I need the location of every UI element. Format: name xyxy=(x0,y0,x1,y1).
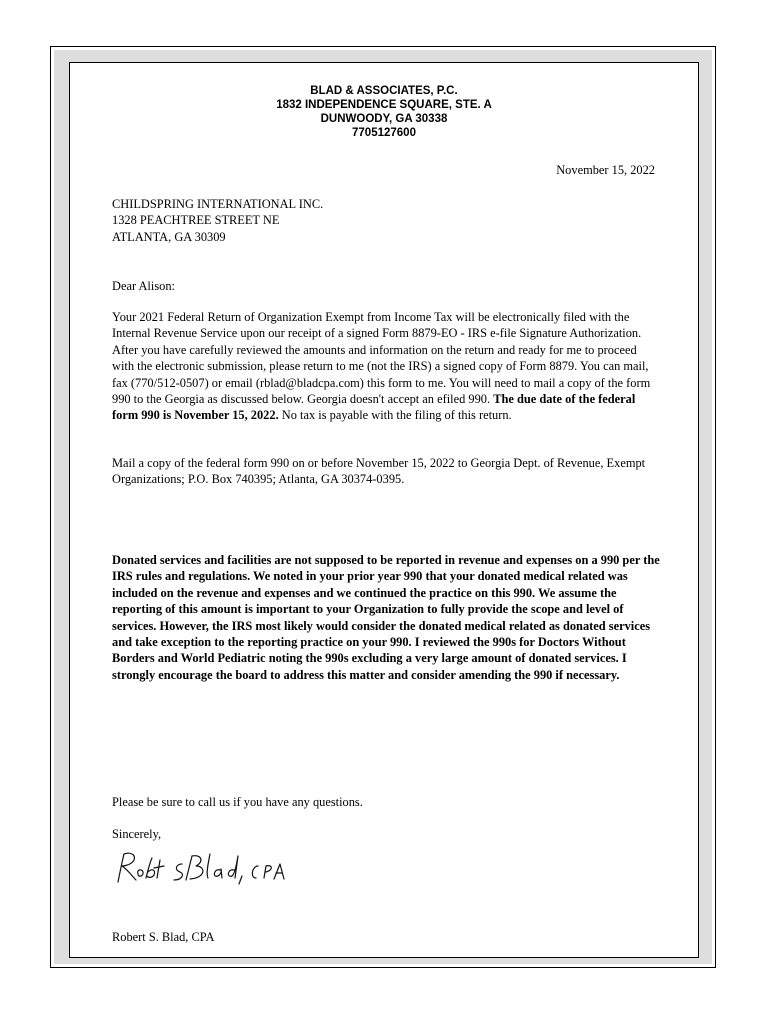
paragraph-georgia-mailing: Mail a copy of the federal form 990 on or before November 15, 2022 to Georgia Dept. of Revenue, Exempt Organizations; P.O. Box 740395; Atlanta, GA 30374-0395. xyxy=(112,456,646,487)
letter-page xyxy=(69,62,699,958)
recipient-street: 1328 PEACHTREE STREET NE xyxy=(112,213,280,228)
paragraph1-due-date: The due date of the federal form 990 is November 15, 2022. xyxy=(112,392,636,423)
paragraph-donated-services: Donated services and facilities are not supposed to be reported in revenue and expenses on a 990 per the IRS rules and regulations. We noted in your prior year 990 that your donated medical related was included on the revenue and expenses and we continued the practice on this 990. We assume the reporting of this amount is important to your Organization to fully provide the scope and level of services. However, the IRS most likely would consider the donated medical related as donated services and take exception to the reporting practice on your 990. I reviewed the 990s for Doctors Without Borders and World Pediatric noting the 990s excluding a very large amount of donated services. I strongly encourage the board to address this matter and consider amending the 990 if necessary. xyxy=(112,553,660,682)
handwritten-signature xyxy=(110,848,300,888)
recipient-city: ATLANTA, GA 30309 xyxy=(112,229,226,244)
closing-line: Please be sure to call us if you have any questions. xyxy=(112,795,363,809)
paragraph1-tail: No tax is payable with the filing of this return. xyxy=(278,408,512,423)
paragraph-filing-instructions xyxy=(112,309,660,424)
salutation: Dear Alison: xyxy=(112,279,175,293)
letter-date: November 15, 2022 xyxy=(556,163,655,177)
firm-address-line1: 1832 INDEPENDENCE SQUARE, STE. A xyxy=(276,99,492,111)
signer-name: Robert S. Blad, CPA xyxy=(112,930,215,944)
recipient-address xyxy=(112,196,323,245)
firm-name: BLAD & ASSOCIATES, P.C. xyxy=(310,85,458,97)
paragraph1-text: Your 2021 Federal Return of Organization Exempt from Income Tax will be electronically filed with the Internal Revenue Service upon our receipt of a signed Form 8879-EO - IRS e-file Signature Authorization. After you have carefully reviewed the amounts and information on the return and ready for me to proceed with the electronic submission, please return to me (not the IRS) a signed copy of Form 8879. You can mail, fax (770/512-0507) or email (rblad@bladcpa.com) this form to me. You will need to mail a copy of the form 990 to the Georgia as discussed below. Georgia doesn't accept an efiled 990. xyxy=(112,310,651,407)
sign-off: Sincerely, xyxy=(112,827,162,841)
letterhead xyxy=(70,84,698,140)
firm-address-line2: DUNWOODY, GA 30338 xyxy=(320,113,448,125)
recipient-name: CHILDSPRING INTERNATIONAL INC. xyxy=(112,197,324,211)
firm-phone: 7705127600 xyxy=(352,127,416,139)
